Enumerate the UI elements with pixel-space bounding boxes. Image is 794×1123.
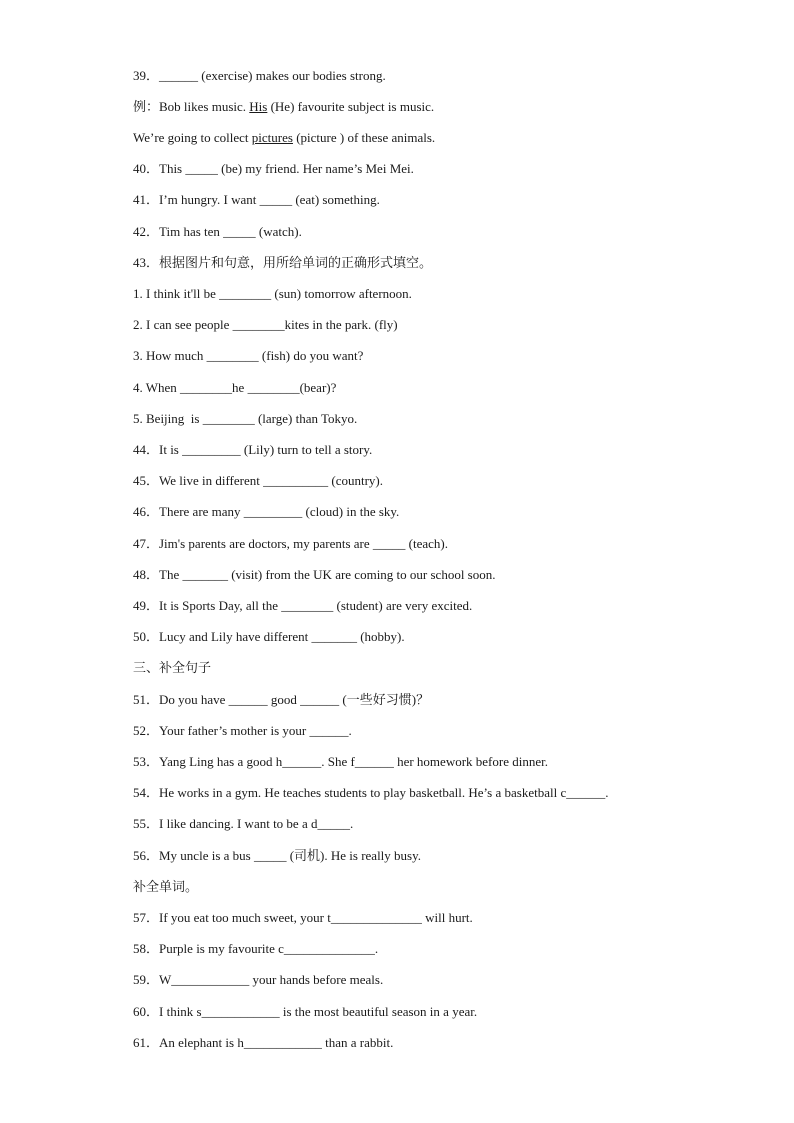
example-line-1: 例：Bob likes music. His (He) favourite subject is music. <box>133 99 435 114</box>
question-58: 58．Purple is my favourite c______________. <box>133 941 379 956</box>
question-43-item-3: 3. How much ________ (fish) do you want? <box>133 348 364 363</box>
question-55: 55．I like dancing. I want to be a d_____. <box>133 816 354 831</box>
question-43-heading: 43．根据图片和句意，用所给单词的正确形式填空。 <box>133 255 433 270</box>
question-49: 49．It is Sports Day, all the ________ (student) are very excited. <box>133 598 473 613</box>
question-52: 52．Your father’s mother is your ______. <box>133 723 352 738</box>
question-43-item-1: 1. I think it'll be ________ (sun) tomorrow afternoon. <box>133 286 412 301</box>
question-61: 61．An elephant is h____________ than a rabbit. <box>133 1035 394 1050</box>
question-41: 41．I’m hungry. I want _____ (eat) something. <box>133 192 380 207</box>
question-42: 42．Tim has ten _____ (watch). <box>133 224 302 239</box>
subsection-heading: 补全单词。 <box>133 879 199 894</box>
question-56: 56．My uncle is a bus _____ (司机). He is really busy. <box>133 848 422 863</box>
question-47: 47．Jim's parents are doctors, my parents are _____ (teach). <box>133 536 448 551</box>
section-heading-3: 三、补全句子 <box>133 660 212 675</box>
question-43-item-2: 2. I can see people ________kites in the park. (fly) <box>133 317 398 332</box>
question-46: 46．There are many _________ (cloud) in the sky. <box>133 504 400 519</box>
question-44: 44．It is _________ (Lily) turn to tell a story. <box>133 442 373 457</box>
example-line-2: We’re going to collect pictures (picture ) of these animals. <box>133 130 436 145</box>
question-43-item-4: 4. When ________he ________(bear)? <box>133 380 337 395</box>
question-59: 59．W____________ your hands before meals. <box>133 972 384 987</box>
question-51: 51．Do you have ______ good ______ (一些好习惯)？ <box>133 692 430 707</box>
question-48: 48．The _______ (visit) from the UK are coming to our school soon. <box>133 567 496 582</box>
question-40: 40．This _____ (be) my friend. Her name’s Mei Mei. <box>133 161 414 176</box>
question-54: 54．He works in a gym. He teaches students to play basketball. He’s a basketball c______. <box>133 785 609 800</box>
question-60: 60．I think s____________ is the most beautiful season in a year. <box>133 1004 478 1019</box>
question-39: 39．______ (exercise) makes our bodies strong. <box>133 68 386 83</box>
question-57: 57．If you eat too much sweet, your t______________ will hurt. <box>133 910 473 925</box>
question-53: 53．Yang Ling has a good h______. She f______ her homework before dinner. <box>133 754 548 769</box>
example-answer-pictures: pictures <box>251 130 293 145</box>
question-50: 50．Lucy and Lily have different _______ (hobby). <box>133 629 405 644</box>
question-45: 45．We live in different __________ (country). <box>133 473 383 488</box>
example-answer-his: His <box>249 99 268 114</box>
question-43-item-5: 5. Beijing is ________ (large) than Tokyo. <box>133 411 358 426</box>
